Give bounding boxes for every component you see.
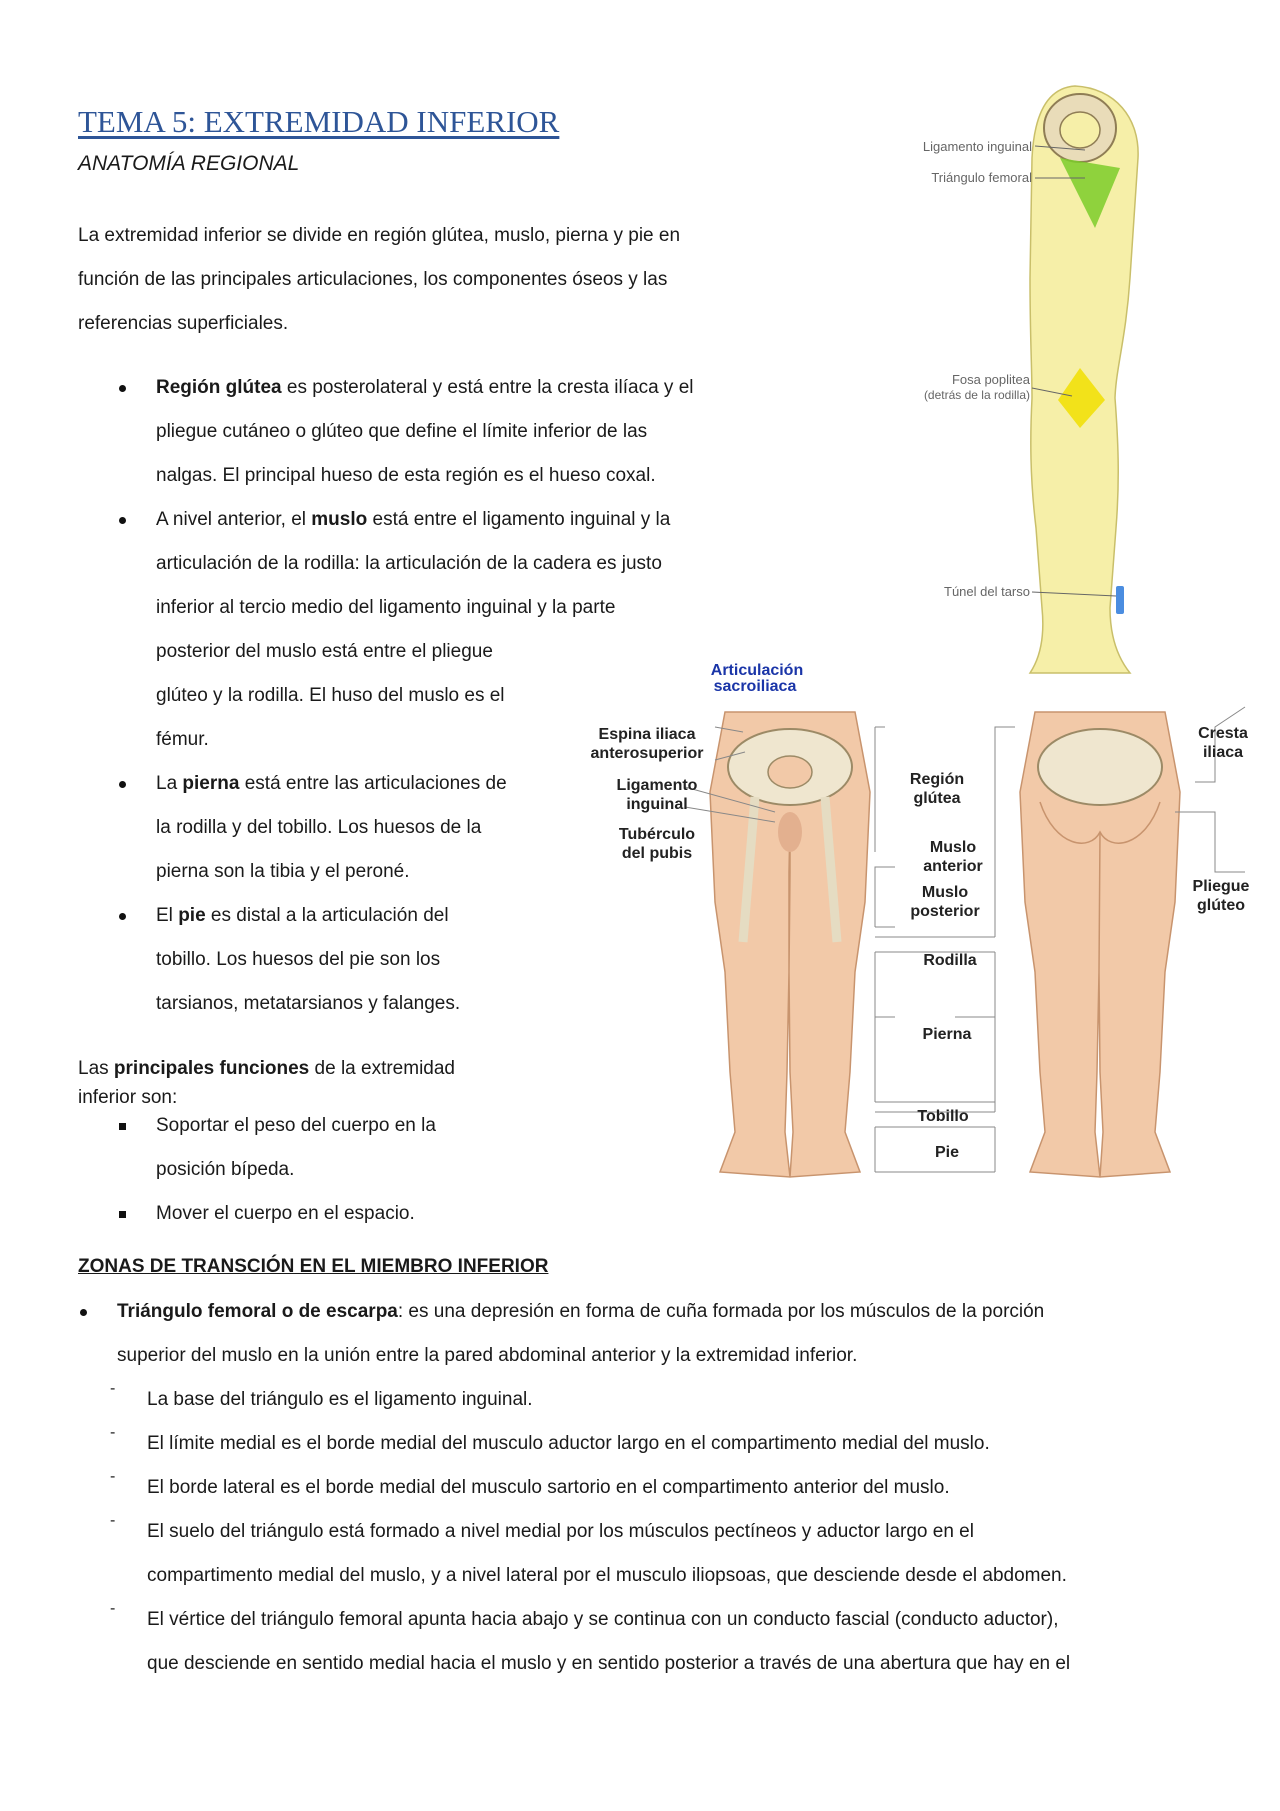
region-term: pierna — [182, 773, 240, 794]
label-ligamento-2: inguinal — [626, 796, 688, 813]
label-tunnel: Túnel del tarso — [944, 584, 1030, 599]
label-tobillo: Tobillo — [917, 1108, 969, 1125]
label-espina: Espina iliaca — [598, 726, 696, 743]
bullet-icon — [119, 913, 126, 920]
label-fossa: Fosa poplitea — [951, 372, 1030, 387]
label-ligamento: Ligamento — [616, 777, 698, 794]
label-fossa-note: (detrás de la rodilla) — [923, 388, 1030, 402]
bullet-icon — [80, 1309, 87, 1316]
functions-intro: Las principales funciones de la extremidad inferior son: — [78, 1058, 455, 1108]
label-femoral: Triángulo femoral — [931, 170, 1032, 185]
intro-paragraph — [78, 214, 680, 346]
section-title: ZONAS DE TRANSCIÓN EN EL MIEMBRO INFERIOR — [78, 1256, 549, 1277]
leg-landmarks-figure — [880, 78, 1140, 680]
bullet-icon — [119, 781, 126, 788]
label-region: Región — [909, 771, 965, 788]
label-cresta-2: iliaca — [1202, 744, 1244, 761]
label-muslo-anterior: Muslo — [929, 839, 977, 856]
dash-icon: - — [110, 1512, 116, 1529]
transition-term: Triángulo femoral o de escarpa — [117, 1301, 398, 1322]
list-item: El suelo del triángulo está formado a nivel medial por los músculos pectíneos y aductor largo en el compartimento medial del muslo, y a nivel lateral por el musculo iliopsoas, que desciende desde el abdomen. — [147, 1521, 1067, 1586]
intro-line: referencias superficiales. — [78, 313, 289, 334]
dash-icon: - — [110, 1600, 116, 1617]
list-item: El límite medial es el borde medial del musculo aductor largo en el compartimento medial del muslo. — [147, 1433, 990, 1454]
region-term: Región glútea — [156, 377, 282, 398]
label-cresta: Cresta — [1198, 725, 1248, 742]
label-rodilla: Rodilla — [923, 952, 977, 969]
region-term: pie — [178, 905, 206, 926]
bullet-icon — [119, 517, 126, 524]
posterior-body — [1020, 712, 1180, 1177]
dash-icon: - — [110, 1468, 116, 1485]
body-regions-figure — [575, 662, 1265, 1187]
list-item: La pierna está entre las articulaciones de la rodilla y del tobillo. Los huesos de la pierna son la tibia y el peroné. — [156, 773, 507, 882]
list-item: Región glútea es posterolateral y está entre la cresta ilíaca y el pliegue cutáneo o glúteo que define el límite inferior de las nalgas. El principal hueso de esta región es el hueso coxal. — [156, 377, 694, 486]
anterior-body — [710, 712, 870, 1177]
label-pliegue-2: glúteo — [1197, 897, 1245, 914]
label-muslo-posterior-2: posterior — [910, 903, 980, 920]
intro-line: función de las principales articulaciones, los componentes óseos y las — [78, 269, 668, 290]
label-pliegue: Pliegue — [1192, 878, 1250, 895]
label-region-2: glútea — [913, 790, 961, 807]
page-subtitle: ANATOMÍA REGIONAL — [78, 152, 300, 175]
dash-icon: - — [110, 1424, 116, 1441]
label-inguinal: Ligamento inguinal — [922, 139, 1032, 154]
region-term: muslo — [311, 509, 368, 530]
list-item: Triángulo femoral o de escarpa: es una depresión en forma de cuña formada por los músculos de la porción superior del muslo en la unión entre la pared abdominal anterior y la extremidad inferior. — [117, 1301, 1045, 1366]
list-item: A nivel anterior, el muslo está entre el ligamento inguinal y la articulación de la rodilla: la articulación de la cadera es justo inferior al tercio medio del ligamento inguinal y la parte posterior del muslo está entre el pliegue glúteo y la rodilla. El huso del muslo es el fémur. — [156, 509, 671, 750]
list-item: La base del triángulo es el ligamento inguinal. — [147, 1389, 533, 1410]
dash-icon: - — [110, 1380, 116, 1397]
label-muslo-anterior-2: anterior — [923, 858, 983, 875]
list-item: El borde lateral es el borde medial del musculo sartorio en el compartimento anterior del muslo. — [147, 1477, 950, 1498]
bullet-icon — [119, 385, 126, 392]
list-item: Soportar el peso del cuerpo en la posición bípeda. — [156, 1115, 436, 1180]
list-item: El vértice del triángulo femoral apunta hacia abajo y se continua con un conducto fascial (conducto aductor), que desciende en sentido medial hacia el muslo y en sentido posterior a través de una abertura que hay en el — [147, 1609, 1071, 1674]
square-bullet-icon — [119, 1211, 126, 1218]
label-articulacion: Articulación — [710, 662, 804, 679]
label-tuberculo: Tubérculo — [618, 826, 696, 843]
square-bullet-icon — [119, 1123, 126, 1130]
page-title: TEMA 5: EXTREMIDAD INFERIOR — [78, 104, 560, 139]
label-muslo-posterior: Muslo — [921, 884, 969, 901]
label-tuberculo-2: del pubis — [621, 845, 693, 862]
list-item: El pie es distal a la articulación del tobillo. Los huesos del pie son los tarsianos, metatarsianos y falanges. — [156, 905, 461, 1014]
list-item: Mover el cuerpo en el espacio. — [156, 1203, 415, 1224]
label-espina-2: anterosuperior — [590, 745, 704, 762]
label-articulacion-2: sacroiliaca — [713, 678, 797, 695]
tarsal-tunnel — [1116, 586, 1124, 614]
intro-line: La extremidad inferior se divide en región glútea, muslo, pierna y pie en — [78, 225, 681, 246]
label-pie: Pie — [934, 1144, 960, 1161]
label-pierna: Pierna — [922, 1026, 972, 1043]
